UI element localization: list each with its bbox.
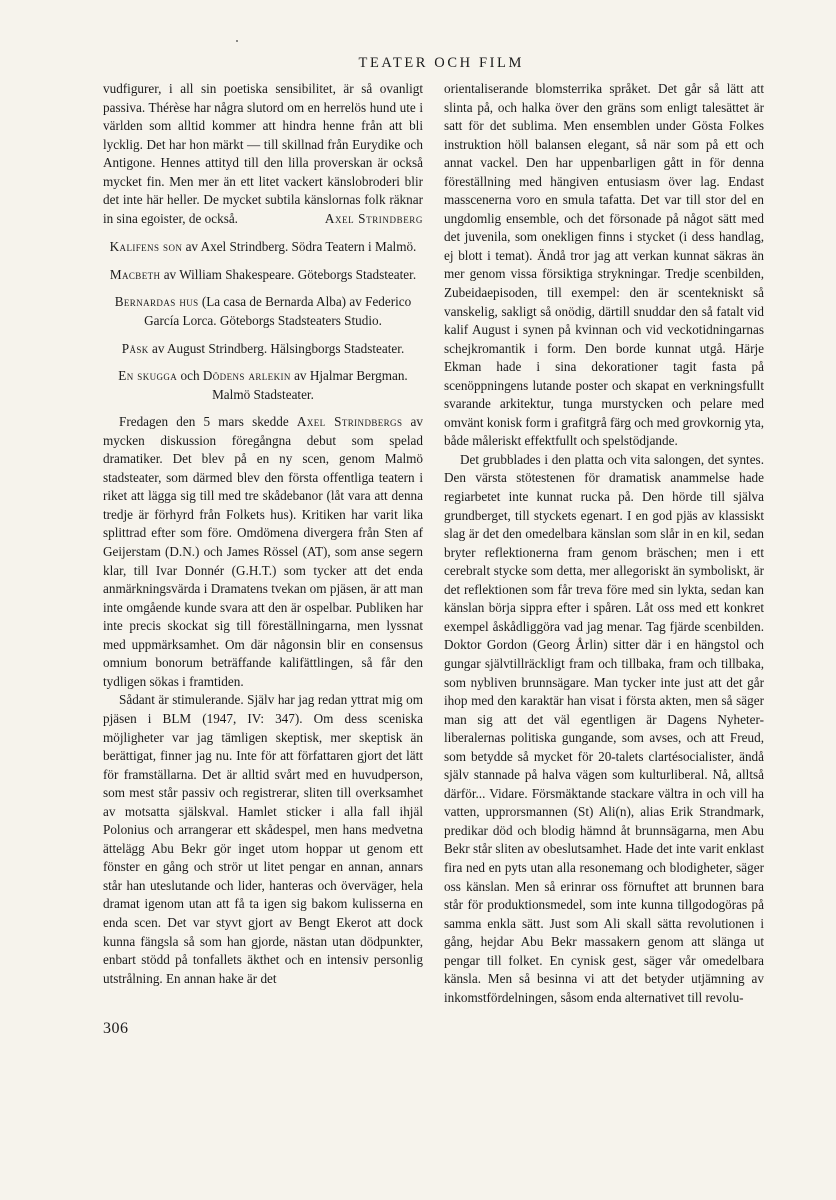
paragraph-rest: av mycken diskussion föregångna debut som spelad dramatiker. Det blev på en ny scen, genom Malmö stadsteater, som därmed blev den första offentliga teatern i riket att lägga sig till med tre skådebanor (låt vara att denna tredje är förhyrd från Folkets hus). Kritiken har varit lika splittrad efter som före. Omdömena divergera från Sten af Geijerstam (D.N.) och James Rössel (AT), som anse segern klar, till Ivar Donnér (G.H.T.) som tycker att det enda anmärkningsvärda i Dramatens tvekan om pjäsen, är att man inte omgående kunde svara att den är ospelbar. Publiken har inte precis skockat sig till föreställningarna, men lyssnat med uppmärksamhet. Om där någonsin blir en consensus omnium bonorum beträffande kalifättlingen, så får den tydligen sökas i framtiden.: [103, 414, 423, 689]
right-column: [444, 80, 764, 1007]
production-title: Kalifens son: [109, 239, 183, 255]
production-details: av August Strindberg. Hälsingborgs Stadsteater.: [148, 340, 405, 356]
production-entry: [103, 367, 423, 404]
production-details: av William Shakespeare. Göteborgs Stadsteater.: [160, 266, 417, 282]
production-entry: [103, 340, 423, 359]
review-ending-paragraph: [103, 80, 423, 228]
running-title: TEATER OCH FILM: [358, 55, 524, 71]
ink-speck: [236, 40, 238, 42]
production-entry: [103, 238, 423, 257]
author-name: Axel Strindbergs: [296, 414, 403, 430]
body-paragraph: orientaliserande blomsterrika språket. Det går så lätt att slinta på, och halka över den gräns som enligt talesättet är satt för det sublima. Men ensemblen under Gösta Folkes instruktion höll balansen elegant, så när som på ett och annat vackel. Den har uppenbarligen gått in för denna föreställning med hängiven entusiasm över lag. Endast masscenerna voro en smula tafatta. Det var till stor del en ungdomlig ensemble, och det försonade på något sätt med det juvenila, som onekligen finns i stycket (i dess handlag, ej blott i temat). Ändå tror jag att verkan kunnat säkras än mer genom vissa försiktiga strykningar. Tredje scenbilden, Zubeidaepisoden, till exempel: den är scentekniskt så vanskelig, sakligt så onödig, därtill snuddar den så fatalt vid kalif August i synen på kvinnan och vid veckotidningarnas schejkromantik i form. Den borde kunnat utgå. Härje Ekman hade i sina dekorationer tagit fasta på scenöppningens lutande poster och skapat en verkningsfullt svarande arkitektur, tunga murstycken och pelare med omvänt konisk form i grafitgrå färg och med grovkornig yta, både måleriskt effektfullt och spelstödjande.: [444, 81, 764, 449]
page-number: 306: [103, 1020, 129, 1037]
production-title: En skugga: [118, 368, 178, 384]
left-column: [103, 80, 423, 988]
production-entry: [103, 266, 423, 285]
production-details: av Hjalmar Bergman. Malmö Stadsteater.: [212, 368, 408, 402]
production-title: Bernardas hus: [114, 294, 199, 310]
production-entry: [103, 293, 423, 330]
production-list: [103, 238, 423, 404]
production-title-2: Dödens arlekin: [202, 368, 291, 384]
production-details: av Axel Strindberg. Södra Teatern i Malmö.: [182, 239, 417, 255]
paragraph-start: Fredagen den 5 mars skedde: [119, 414, 297, 430]
body-paragraph: Sådant är stimulerande. Själv har jag redan yttrat mig om pjäsen i BLM (1947, IV: 347). Om dess sceniska möjligheter var jag tämligen skeptisk, mer skeptisk än berättigat, finner jag nu. Inte för att författaren gjort det lätt för framställarna. Det är alltid svårt med en huvudperson, som mest står passiv och registrerar, sliten till overksamhet av motsatta själskval. Hamlet sticker i alla fall ihjäl Polonius och arrangerar ett skådespel, men hans medvetna ättelägg Abu Bekr gör inget utom hoppar ut genom ett fönster en gång och strör ut litet pengar en annan, annars står han uteslutande och lider, hanteras och överväger, hela dramat igenom utan att få ta igen sig bakom kulisserna en enda scen. Det var styvt gjort av Bengt Ekerot att dock kunna fängsla så som han gjorde, nästan utan dödpunkter, enbart stödd på tonfallets äkthet och en intensiv personlig utstrålning. En annan hake är det: [103, 692, 423, 986]
production-details: (La casa de Bernarda Alba) av Federico García Lorca. Göteborgs Stadsteaters Studio.: [144, 294, 412, 329]
production-title: Påsk: [121, 340, 149, 356]
body-paragraph: [103, 413, 423, 691]
review-ending-text: vudfigurer, i all sin poetiska sensibilitet, är så ovanligt passiva. Thérèse har några slutord om en herrelös hund ute i världen som alltid kommer att hindra henne från att bli lycklig. Det har hon märkt — till skillnad från Eurydike och Antigone. Hennes attityd till den lilla proverskan är också mycket fin. Men mer än ett litet vackert känslobroderi blir det inte här heller. De mycket subtila känslornas folk räknar in sina egoister, de också.: [103, 81, 423, 226]
body-paragraph: Det grubblades i den platta och vita salongen, det syntes. Den värsta stötestenen för dramatisk anammelse hade regiarbetet inte kunnat rucka på. Den hörde till själva grundberget, till styckets egenart. I en god pjäs av klassiskt slag är det den omedelbara känslan som slår in en kil, sedan bryter reflektionerna fram genom bräschen; men i ett cerebralt stycke som detta, mer allegoriskt än symboliskt, är det reflektionen som får treva före med sin lykta, sedan kan känslan börja sippra efter i spåren. Låt oss med ett konkret exempel åskådliggöra vad jag menar. Tag fjärde scenbilden. Doktor Gordon (Georg Årlin) sitter där i en hängstol och gungar självtillräckligt fram och tillbaka, fram och tillbaka, som nybliven brunnsägare. Man tycker inte just att det går ihop med den karaktär han visat i första akten, men så säger man sig att det väl egentligen är Dagens Nyheter-liberalernas politiska gungande, som avses, och att Freud, som betydde så mycket för 20-talets clartésocialister, ändå själv stannade på halva vägen som kulturliberal. Nå, alltså därför... Vidare. Försmäktande stackare vältra in och vill ha vatten, upprorsmannen (St) Ali(n), alias Erik Strandmark, predikar död och blodig hämnd åt brunnsägarna, men Abu Bekr står sliten av obeslutsamhet. Hade det inte varit enklast fira ned en pyts utan alla resonemang och blodigheter, säger oss känslan. Men så erinrar oss förnuftet att brunnen bara står för produktionsmedel, som inte kunna tillgodogöras på samma enkla sätt. Just som Ali skall sätta revolutionen i gång, hejdar Abu Bekr massakern genom att slänga ut pengar till folket. En cynisk gest, säger vår omedelbara känsla. Men så besinna vi att det betyder utjämning av inkomstfördelningen, såsom enda alternativet till revolu-: [444, 451, 764, 1005]
production-title: Macbeth: [109, 266, 161, 282]
production-connector: och: [177, 368, 203, 384]
signature: Axel Strindberg: [324, 210, 423, 226]
